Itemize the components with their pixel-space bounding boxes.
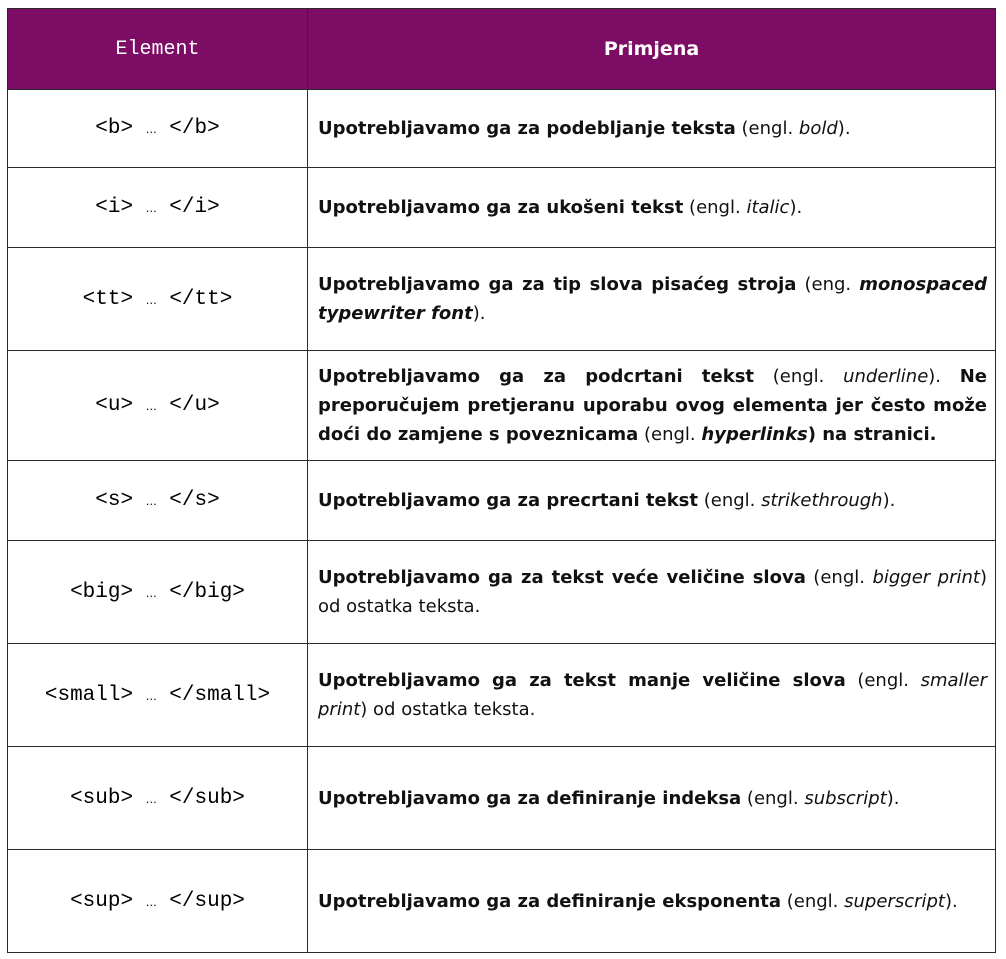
description-paren-close: ). xyxy=(837,118,851,139)
description-cell xyxy=(308,168,996,248)
table-row xyxy=(8,168,996,248)
header-primjena: Primjena xyxy=(308,9,996,90)
table-row xyxy=(8,248,996,351)
header-row xyxy=(8,9,996,90)
description-lead: Upotrebljavamo ga za precrtani tekst xyxy=(318,490,699,511)
closing-tag: </s> xyxy=(169,489,220,512)
description-extra: Ne preporučujem pretjeranu uporabu ovog elementa jer često može doći do zamjene s poveznicama xyxy=(318,366,987,445)
element-tag-cell xyxy=(8,747,308,850)
table-row xyxy=(8,461,996,541)
ellipsis: … xyxy=(145,895,157,909)
description-cell xyxy=(308,248,996,351)
opening-tag: <sub> xyxy=(70,786,134,810)
opening-tag: <small> xyxy=(44,683,134,707)
ellipsis: … xyxy=(145,586,157,600)
opening-tag: <big> xyxy=(70,580,134,604)
description-lead: Upotrebljavamo ga za ukošeni tekst xyxy=(318,197,684,218)
element-tag-cell xyxy=(8,248,308,351)
closing-tag: </b> xyxy=(169,117,220,140)
opening-tag: <u> xyxy=(95,394,134,417)
english-term: underline xyxy=(843,366,929,387)
english-term: smaller print xyxy=(318,670,987,720)
opening-tag: <tt> xyxy=(82,287,134,311)
table-row xyxy=(8,541,996,644)
table-row xyxy=(8,644,996,747)
description-cell xyxy=(308,351,996,461)
english-term-2: hyperlinks xyxy=(701,424,808,445)
description-paren-open: (engl. xyxy=(781,890,845,912)
description-paren-close: ) od ostatka teksta. xyxy=(360,699,536,720)
description-paren-close: ). xyxy=(789,197,803,218)
description-lead: Upotrebljavamo ga za tip slova pisaćeg stroja xyxy=(318,274,797,295)
description-paren-close: ). xyxy=(472,303,486,324)
opening-tag: <i> xyxy=(95,196,134,219)
english-term: bold xyxy=(798,118,838,139)
description-cell xyxy=(308,541,996,644)
ellipsis: … xyxy=(145,293,157,307)
description-paren-close: ). xyxy=(882,490,896,511)
description-paren-open: (engl. xyxy=(754,366,844,387)
element-tag-cell xyxy=(8,168,308,248)
closing-tag: </sub> xyxy=(169,786,245,810)
description-lead: Upotrebljavamo ga za tekst manje veličine slova xyxy=(318,670,846,691)
table-row xyxy=(8,850,996,953)
ellipsis: … xyxy=(145,689,157,703)
description-cell xyxy=(308,90,996,168)
element-tag-cell xyxy=(8,90,308,168)
description-paren-open: (engl. xyxy=(741,787,805,809)
element-tag-cell xyxy=(8,850,308,953)
description-paren-close: ). xyxy=(928,366,960,387)
ellipsis: … xyxy=(145,792,157,806)
description-paren-close: ) od ostatka teksta. xyxy=(318,567,987,617)
opening-tag: <sup> xyxy=(70,889,134,913)
html-elements-table xyxy=(7,8,996,953)
element-tag-cell xyxy=(8,351,308,461)
ellipsis: … xyxy=(145,123,157,136)
description-lead: Upotrebljavamo ga za tekst veće veličine slova xyxy=(318,567,806,588)
description-paren-open: (engl. xyxy=(735,118,799,139)
closing-tag: </u> xyxy=(169,394,220,417)
english-term: bigger print xyxy=(872,567,980,588)
closing-tag: </i> xyxy=(169,196,220,219)
description-paren-open-2: (engl. xyxy=(638,424,702,445)
closing-tag: </small> xyxy=(169,683,271,707)
description-paren-open: (eng. xyxy=(796,274,860,295)
description-paren-close: ). xyxy=(945,890,958,912)
english-term: strikethrough xyxy=(761,490,883,511)
ellipsis: … xyxy=(145,400,157,413)
english-term: subscript xyxy=(804,787,887,809)
description-paren-open: (engl. xyxy=(805,567,873,588)
description-cell xyxy=(308,461,996,541)
element-tag-cell xyxy=(8,644,308,747)
opening-tag: <s> xyxy=(95,489,134,512)
description-cell xyxy=(308,644,996,747)
description-paren-open: (engl. xyxy=(683,197,747,218)
description-cell xyxy=(308,747,996,850)
description-lead: Upotrebljavamo ga za definiranje eksponenta xyxy=(318,890,782,912)
description-cell xyxy=(308,850,996,953)
header-element: Element xyxy=(8,9,308,90)
ellipsis: … xyxy=(145,202,157,215)
table-row xyxy=(8,90,996,168)
english-term: italic xyxy=(746,197,790,218)
closing-tag: </big> xyxy=(169,580,245,604)
english-term: monospaced typewriter font xyxy=(318,274,987,324)
element-tag-cell xyxy=(8,541,308,644)
table-row xyxy=(8,747,996,850)
description-paren-open: (engl. xyxy=(845,670,921,691)
table-row xyxy=(8,351,996,461)
description-tail: ) na stranici. xyxy=(807,424,937,445)
opening-tag: <b> xyxy=(95,117,134,140)
description-lead: Upotrebljavamo ga za podcrtani tekst xyxy=(318,366,755,387)
description-lead: Upotrebljavamo ga za podebljanje teksta xyxy=(318,118,736,139)
element-tag-cell xyxy=(8,461,308,541)
description-paren-close: ). xyxy=(886,787,900,809)
closing-tag: </tt> xyxy=(169,287,233,311)
ellipsis: … xyxy=(145,495,157,508)
english-term: superscript xyxy=(844,890,945,912)
description-paren-open: (engl. xyxy=(698,490,762,511)
closing-tag: </sup> xyxy=(169,889,245,913)
description-lead: Upotrebljavamo ga za definiranje indeksa xyxy=(318,787,742,809)
